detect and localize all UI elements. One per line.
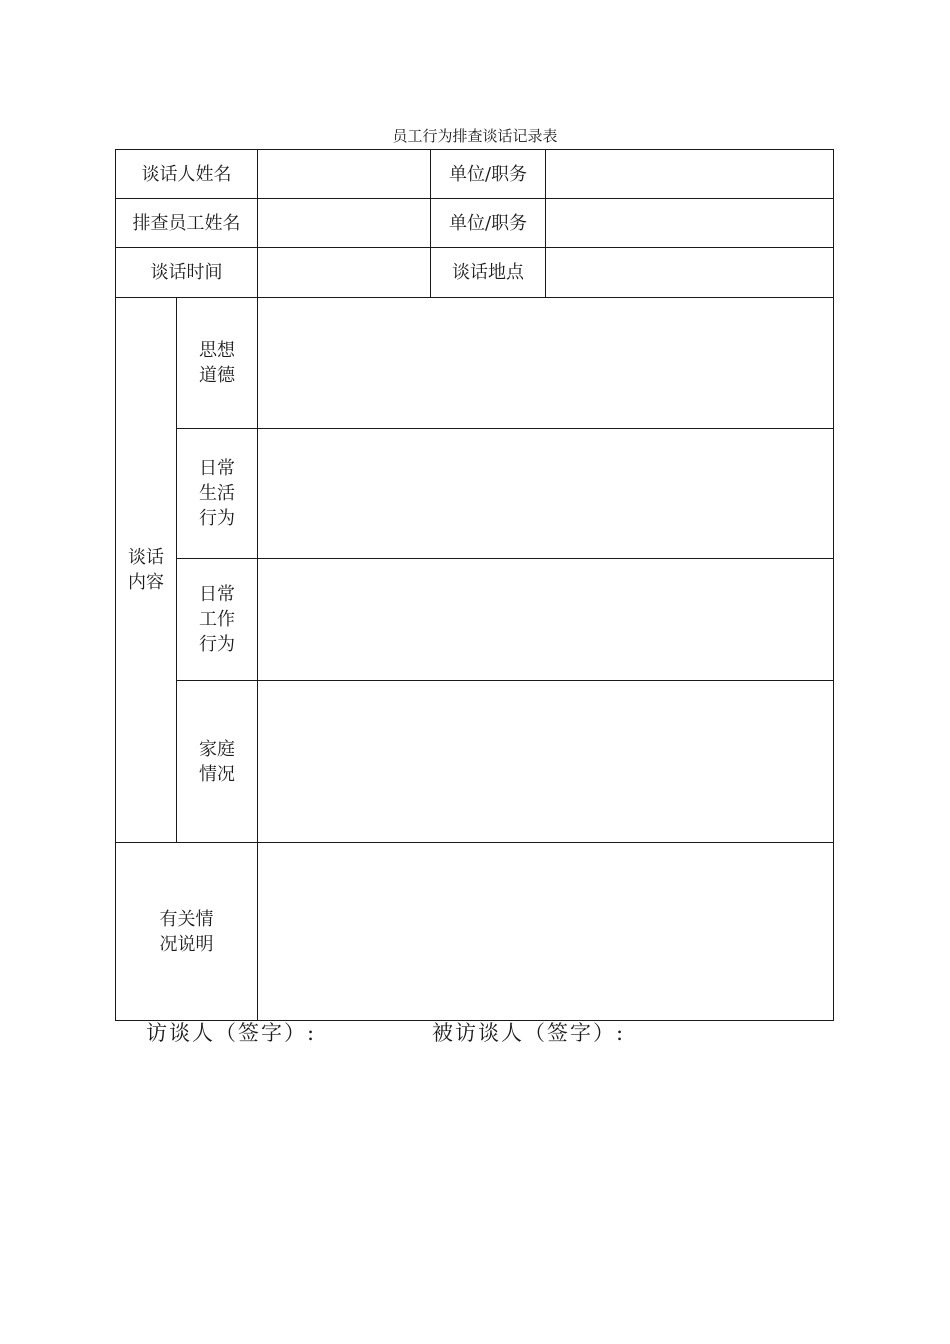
interviewer-row — [116, 150, 834, 199]
section-label-line: 日常 — [199, 458, 235, 479]
employee-name-field[interactable] — [258, 199, 431, 248]
employee-unit-label: 单位/职务 — [431, 199, 546, 248]
content-row-daily-life — [116, 429, 834, 559]
section-label-daily-work — [177, 559, 258, 681]
content-row-daily-work — [116, 559, 834, 681]
form-title: 员工行为排查谈话记录表 — [392, 127, 558, 145]
employee-name-label: 排查员工姓名 — [116, 199, 258, 248]
content-row-family — [116, 681, 834, 843]
section-label-line: 家庭 — [199, 738, 235, 760]
notes-field[interactable] — [258, 843, 834, 1021]
section-label-line: 思想 — [199, 340, 235, 361]
interviewer-name-field[interactable] — [258, 150, 431, 199]
section-label-family — [177, 681, 258, 843]
interviewer-unit-field[interactable] — [546, 150, 834, 199]
section-label-line: 工作 — [199, 609, 235, 630]
interviewee-signature-label: 被访谈人（签字）: — [432, 1021, 626, 1045]
interview-place-field[interactable] — [546, 248, 834, 298]
section-field-daily-life[interactable] — [258, 429, 834, 559]
employee-row — [116, 199, 834, 248]
section-label-line: 道德 — [199, 365, 235, 386]
section-field-daily-work[interactable] — [258, 559, 834, 681]
section-field-family[interactable] — [258, 681, 834, 843]
section-label-ethics — [177, 298, 258, 429]
interviewer-name-label: 谈话人姓名 — [116, 150, 258, 199]
time-place-row — [116, 248, 834, 298]
employee-unit-field[interactable] — [546, 199, 834, 248]
section-label-line: 情况 — [199, 763, 235, 785]
interviewer-signature-label: 访谈人（签字）: — [146, 1021, 317, 1045]
interviewer-unit-label: 单位/职务 — [431, 150, 546, 199]
interview-time-field[interactable] — [258, 248, 431, 298]
section-label-line: 日常 — [199, 584, 235, 605]
section-field-ethics[interactable] — [258, 298, 834, 429]
section-label-line: 行为 — [199, 634, 235, 655]
notes-label-line: 有关情 — [159, 908, 214, 930]
notes-label — [116, 843, 258, 1021]
section-label-line: 行为 — [199, 508, 235, 529]
section-label-line: 生活 — [199, 483, 235, 504]
content-row-ethics — [116, 298, 834, 429]
interview-content-label-line: 谈话 — [128, 547, 164, 568]
interview-content-label — [116, 298, 177, 843]
interview-time-label: 谈话时间 — [116, 248, 258, 298]
interview-place-label: 谈话地点 — [431, 248, 546, 298]
notes-row — [116, 843, 834, 1021]
section-label-daily-life — [177, 429, 258, 559]
notes-label-line: 况说明 — [159, 933, 214, 955]
interview-content-label-line: 内容 — [128, 572, 164, 593]
interview-record-table — [115, 149, 834, 1021]
